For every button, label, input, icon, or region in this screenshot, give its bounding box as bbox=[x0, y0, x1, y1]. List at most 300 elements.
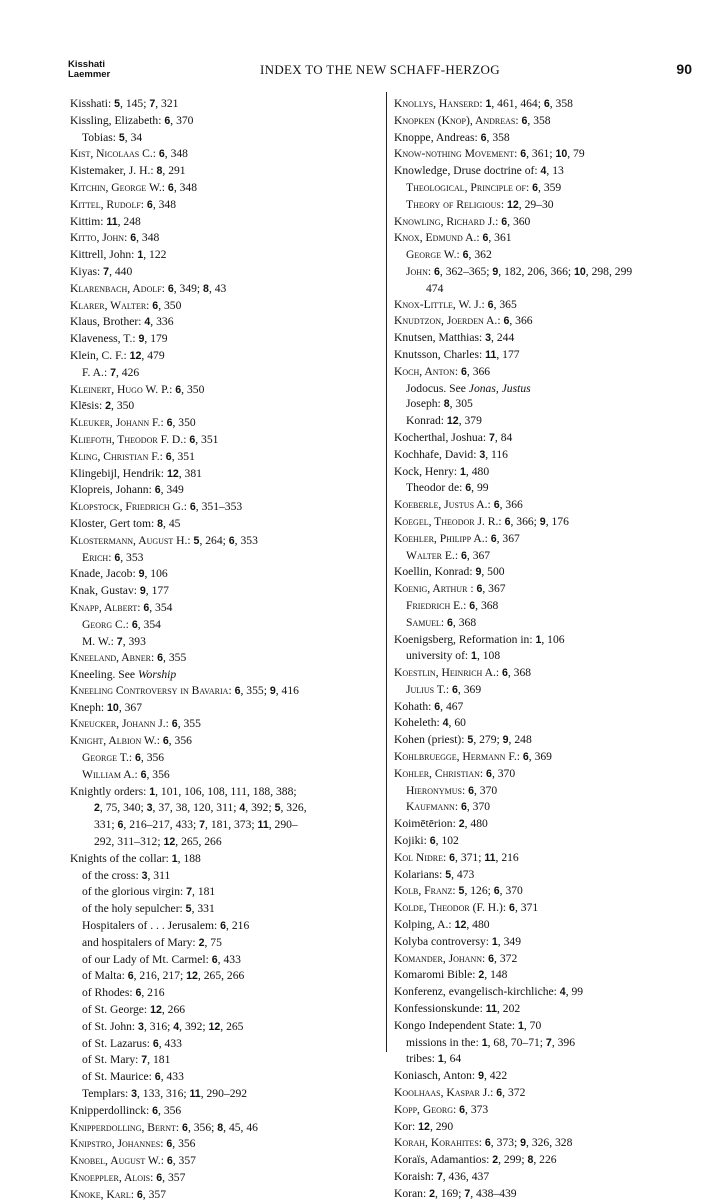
entry-text: : bbox=[454, 800, 461, 814]
entry-text: W. P.: bbox=[142, 382, 176, 396]
entry-text: , 467 bbox=[440, 699, 464, 713]
entry-text: , 433 bbox=[158, 1036, 182, 1050]
volume-number: 3 bbox=[479, 448, 486, 461]
volume-number: 2 bbox=[198, 936, 205, 949]
entry-text: J. R.: bbox=[474, 514, 505, 528]
entry-text: , 126; bbox=[464, 884, 494, 898]
volume-number: 1 bbox=[471, 650, 477, 663]
index-entry bbox=[394, 163, 700, 180]
entry-text: , 116 bbox=[485, 447, 508, 461]
entry-text: G.: bbox=[169, 500, 190, 514]
volume-number: 12 bbox=[208, 1020, 221, 1033]
article-heading: Kolb, Franz bbox=[394, 884, 453, 898]
entry-text: Klaus, Brother: bbox=[70, 315, 145, 329]
volume-number: 6 bbox=[429, 835, 436, 848]
entry-text: , 348 bbox=[152, 197, 177, 211]
entry-text: , 354 bbox=[137, 617, 161, 631]
volume-number: 9 bbox=[269, 684, 276, 697]
entry-text: , 369 bbox=[457, 682, 482, 696]
index-entry bbox=[70, 952, 380, 969]
entry-text: W.: bbox=[145, 1154, 167, 1168]
article-heading: Knobel, August bbox=[70, 1154, 146, 1168]
entry-text: , 355 bbox=[163, 651, 187, 665]
entry-text: , 108 bbox=[476, 649, 501, 663]
entry-text: : bbox=[461, 783, 469, 797]
index-entry bbox=[394, 197, 700, 214]
entry-text: of the glorious virgin: bbox=[82, 885, 187, 899]
entry-text: , 373; bbox=[490, 1136, 521, 1150]
entry-text: , 350 bbox=[181, 382, 205, 396]
volume-number: 9 bbox=[478, 1070, 484, 1083]
index-entry bbox=[70, 113, 380, 130]
volume-number: 6 bbox=[490, 532, 497, 545]
entry-text: of St. John: bbox=[82, 1019, 139, 1033]
index-entry bbox=[394, 967, 700, 984]
volume-number: 12 bbox=[186, 970, 198, 983]
volume-number: 12 bbox=[129, 349, 142, 362]
volume-number: 6 bbox=[154, 1071, 161, 1084]
index-entry bbox=[394, 749, 700, 766]
entry-text: Knade, Jacob: bbox=[70, 567, 139, 581]
index-entry bbox=[394, 951, 700, 968]
entry-text: , 368 bbox=[507, 666, 532, 680]
entry-text: J.: bbox=[479, 1086, 497, 1100]
volume-number: 1 bbox=[171, 852, 178, 865]
entry-text: , 438–439 bbox=[470, 1186, 517, 1200]
index-entry bbox=[70, 600, 380, 617]
entry-text: , 372 bbox=[502, 1086, 526, 1100]
volume-number: 6 bbox=[130, 232, 137, 245]
volume-number: 7 bbox=[186, 886, 193, 899]
entry-text: (F. H.): bbox=[469, 901, 510, 915]
index-entry bbox=[70, 365, 380, 382]
article-heading: Korah, Korahites bbox=[394, 1136, 479, 1150]
entry-text: Kittim: bbox=[70, 214, 107, 228]
volume-number: 6 bbox=[522, 751, 529, 764]
volume-number: 6 bbox=[493, 499, 500, 512]
entry-text: , 216 bbox=[226, 919, 250, 933]
article-heading: Walter bbox=[406, 548, 442, 562]
entry-text: , 361; bbox=[526, 147, 556, 161]
index-entry bbox=[70, 817, 380, 834]
entry-text: Hospitalers of . . . Jerusalem: bbox=[82, 919, 221, 933]
entry-text: : bbox=[140, 197, 147, 211]
entry-text: : bbox=[514, 147, 521, 161]
entry-text: Knipperdollinck: bbox=[70, 1103, 153, 1117]
index-entry bbox=[394, 1135, 700, 1152]
entry-text: Jonas, Justus bbox=[468, 381, 531, 395]
index-entry bbox=[394, 1152, 700, 1169]
entry-text: , 290– bbox=[268, 818, 298, 832]
index-entry bbox=[70, 415, 380, 432]
entry-text: , 356 bbox=[146, 767, 170, 781]
volume-number: 6 bbox=[158, 148, 165, 161]
volume-number: 6 bbox=[460, 549, 467, 562]
entry-text: , 336 bbox=[150, 315, 174, 329]
index-entry bbox=[394, 1169, 700, 1186]
entry-text: , 366 bbox=[509, 314, 533, 328]
index-entry bbox=[394, 883, 700, 900]
entry-text: , 350 bbox=[172, 416, 196, 430]
article-heading: Klarenbach, Adolf bbox=[70, 281, 162, 295]
entry-text: Kock, Henry: bbox=[394, 464, 461, 478]
entry-text: : bbox=[500, 197, 507, 211]
entry-text: , 350 bbox=[158, 298, 182, 312]
entry-text: , 290 bbox=[429, 1119, 454, 1133]
entry-text: , 461, 464; bbox=[491, 97, 544, 110]
entry-text: M. W.: bbox=[82, 634, 117, 648]
volume-number: 7 bbox=[110, 366, 116, 379]
index-entry bbox=[394, 297, 700, 314]
entry-text: F.: bbox=[148, 449, 166, 463]
volume-number: 7 bbox=[149, 98, 156, 110]
entry-text: , 181 bbox=[147, 1053, 171, 1067]
article-heading: George bbox=[406, 248, 442, 262]
entry-text: , 216 bbox=[495, 850, 519, 864]
volume-number: 12 bbox=[150, 1004, 162, 1017]
entry-text: : bbox=[151, 651, 158, 665]
index-entry bbox=[70, 733, 380, 750]
entry-text: , 290–292 bbox=[200, 1087, 248, 1101]
entry-text: , 433 bbox=[160, 1070, 184, 1084]
index-entry bbox=[394, 917, 700, 934]
volume-number: 9 bbox=[139, 585, 146, 598]
index-entry bbox=[70, 868, 380, 885]
volume-number: 9 bbox=[520, 1137, 527, 1150]
volume-number: 6 bbox=[135, 987, 142, 1000]
entry-text: , 354 bbox=[149, 600, 173, 614]
article-heading: Knudtzon, Joerden bbox=[394, 314, 484, 328]
entry-text: : bbox=[515, 113, 522, 127]
entry-text: , 372 bbox=[494, 951, 518, 965]
volume-number: 6 bbox=[136, 1188, 143, 1201]
entry-text: , 373 bbox=[465, 1102, 489, 1116]
index-entry bbox=[394, 799, 700, 816]
index-entry bbox=[70, 432, 380, 449]
article-heading: Knight, Albion bbox=[70, 734, 142, 748]
entry-text: , 43 bbox=[208, 281, 227, 295]
entry-text: Kittrell, John: bbox=[70, 248, 138, 262]
volume-number: 9 bbox=[539, 515, 546, 528]
index-entry bbox=[394, 347, 700, 364]
entry-text: 331; bbox=[94, 818, 118, 832]
volume-number: 5 bbox=[114, 98, 121, 110]
entry-text: , 367 bbox=[466, 548, 491, 562]
index-entry bbox=[394, 230, 700, 247]
index-entry bbox=[70, 985, 380, 1002]
index-entry bbox=[70, 1153, 380, 1170]
volume-number: 6 bbox=[166, 1138, 173, 1151]
entry-text: , 358 bbox=[527, 113, 551, 127]
entry-text: , 349; bbox=[173, 281, 204, 295]
entry-text: , 480 bbox=[466, 918, 490, 932]
entry-text: : bbox=[161, 281, 168, 295]
entry-text: , 392; bbox=[179, 1019, 209, 1033]
index-entry bbox=[394, 1018, 700, 1035]
entry-text: : bbox=[427, 264, 434, 278]
article-heading: Knowling, Richard bbox=[394, 214, 485, 228]
entry-text: Kolyba controversy: bbox=[394, 934, 492, 948]
volume-number: 3 bbox=[131, 1088, 137, 1101]
entry-text: Knowledge, Druse doctrine of: bbox=[394, 164, 541, 178]
entry-text: A.: bbox=[120, 767, 141, 781]
article-heading: Kneeling Controversy in Bavaria bbox=[70, 683, 229, 697]
volume-number: 12 bbox=[166, 467, 179, 480]
article-heading: Kitto, John bbox=[70, 231, 125, 245]
article-heading: William bbox=[82, 767, 121, 781]
entry-text: C.: bbox=[139, 147, 159, 161]
index-entry bbox=[394, 934, 700, 951]
index-entry bbox=[70, 180, 380, 197]
entry-text: , 102 bbox=[435, 834, 459, 848]
article-heading: Kling, Christian bbox=[70, 449, 149, 463]
volume-number: 12 bbox=[163, 836, 176, 849]
article-heading: Kaufmann bbox=[406, 800, 455, 814]
volume-number: 12 bbox=[418, 1120, 430, 1133]
volume-number: 3 bbox=[141, 869, 148, 882]
volume-number: 6 bbox=[543, 98, 550, 110]
volume-number: 6 bbox=[486, 767, 492, 780]
entry-text: , 326, 328 bbox=[526, 1136, 573, 1150]
index-entry bbox=[70, 482, 380, 499]
entry-text: , 480 bbox=[464, 817, 488, 831]
volume-number: 6 bbox=[484, 1137, 491, 1150]
entry-text: : bbox=[108, 550, 115, 564]
index-entry bbox=[70, 516, 380, 533]
article-heading: Koegel, Theodor bbox=[394, 514, 475, 528]
entry-text: , 500 bbox=[481, 565, 505, 579]
volume-number: 12 bbox=[506, 198, 519, 211]
index-entry bbox=[394, 264, 700, 281]
entry-text: C.: bbox=[112, 617, 132, 631]
entry-text: , 433 bbox=[217, 952, 241, 966]
volume-number: 4 bbox=[173, 1020, 180, 1033]
article-heading: Klarer, Walter bbox=[70, 298, 147, 312]
volume-number: 12 bbox=[446, 415, 459, 428]
volume-number: 4 bbox=[559, 986, 566, 999]
volume-number: 7 bbox=[199, 819, 206, 832]
entry-text: , 188 bbox=[177, 851, 201, 865]
volume-number: 10 bbox=[555, 148, 568, 161]
index-entry bbox=[70, 1187, 380, 1204]
entry-text: Joseph: bbox=[406, 397, 444, 411]
entry-text: Knutsen, Matthias: bbox=[394, 331, 486, 345]
volume-number: 6 bbox=[452, 683, 458, 696]
entry-text: , 279; bbox=[473, 733, 503, 747]
entry-text: , 311 bbox=[147, 868, 171, 882]
volume-number: 6 bbox=[152, 1104, 159, 1117]
entry-text: Koimētērion: bbox=[394, 817, 459, 831]
entry-text: , 34 bbox=[124, 130, 143, 144]
volume-number: 8 bbox=[217, 1121, 224, 1134]
entry-text: , 148 bbox=[484, 968, 508, 982]
article-heading: Knipstro, Johannes bbox=[70, 1137, 161, 1151]
entry-text: , 356 bbox=[140, 751, 165, 765]
entry-text: missions in the: bbox=[406, 1035, 482, 1049]
entry-text: , 216, 217; bbox=[133, 969, 187, 983]
volume-number: 6 bbox=[146, 198, 153, 211]
volume-number: 6 bbox=[532, 181, 539, 194]
entry-text: , 396 bbox=[551, 1035, 575, 1049]
index-entry bbox=[70, 968, 380, 985]
volume-number: 2 bbox=[94, 802, 100, 815]
volume-number: 6 bbox=[460, 801, 467, 814]
entry-text: , 291 bbox=[162, 164, 186, 178]
entry-text: Koraish: bbox=[394, 1170, 437, 1183]
volume-number: 6 bbox=[152, 299, 159, 312]
entry-text: , 299; bbox=[498, 1153, 528, 1167]
entry-text: , 368 bbox=[475, 598, 499, 612]
entry-text: Kolarians: bbox=[394, 867, 446, 881]
volume-number: 12 bbox=[454, 919, 467, 932]
index-entry bbox=[70, 918, 380, 935]
volume-number: 6 bbox=[189, 433, 196, 446]
index-entry bbox=[394, 665, 700, 682]
index-entry bbox=[70, 466, 380, 483]
entry-text: , 60 bbox=[448, 716, 466, 730]
volume-number: 7 bbox=[545, 1036, 552, 1049]
index-entry bbox=[70, 1036, 380, 1053]
entry-text: Koran: bbox=[394, 1186, 430, 1200]
volume-number: 6 bbox=[469, 599, 476, 612]
index-entry bbox=[394, 1119, 700, 1136]
entry-text: , 45 bbox=[163, 516, 181, 530]
article-heading: Kolde, Theodor bbox=[394, 901, 470, 915]
entry-text: Worship bbox=[137, 668, 177, 682]
guide-word-bottom: Laemmer bbox=[68, 69, 111, 80]
entry-text: , 436, 437 bbox=[442, 1170, 490, 1183]
index-entry bbox=[394, 715, 700, 732]
entry-text: , 370 bbox=[170, 113, 194, 127]
index-entry bbox=[394, 1035, 700, 1052]
entry-text: , 366 bbox=[499, 498, 523, 512]
volume-number: 6 bbox=[166, 1155, 173, 1168]
entry-text: , 426 bbox=[115, 365, 140, 379]
volume-number: 6 bbox=[143, 601, 150, 614]
entry-text: Koellin, Konrad: bbox=[394, 565, 476, 579]
index-entry bbox=[70, 533, 380, 550]
entry-text: 292, 311–312; bbox=[94, 835, 164, 849]
entry-text: : bbox=[526, 180, 533, 194]
index-entry bbox=[70, 550, 380, 567]
entry-text: Knights of the collar: bbox=[70, 851, 172, 865]
volume-number: 11 bbox=[257, 819, 269, 832]
entry-text: , 181 bbox=[192, 885, 216, 899]
volume-number: 8 bbox=[157, 517, 164, 530]
index-entry bbox=[70, 1103, 380, 1120]
entry-text: T.: bbox=[117, 751, 135, 765]
article-heading: George bbox=[82, 751, 118, 765]
entry-text: , 202 bbox=[496, 1002, 521, 1016]
entry-text: , 348 bbox=[173, 180, 197, 194]
entry-text: , 265, 266 bbox=[197, 969, 245, 983]
entry-text: F.: bbox=[505, 750, 523, 764]
entry-text: , 331 bbox=[191, 902, 215, 916]
volume-number: 1 bbox=[460, 465, 466, 478]
entry-text: , 356 bbox=[172, 1137, 196, 1151]
volume-number: 6 bbox=[434, 700, 441, 713]
entry-text: F.: bbox=[149, 416, 167, 430]
entry-text: : bbox=[479, 766, 487, 780]
index-entry bbox=[394, 1051, 700, 1068]
index-entry bbox=[394, 497, 700, 514]
article-heading: Klopstock, Friedrich bbox=[70, 500, 170, 514]
volume-number: 6 bbox=[220, 920, 227, 933]
entry-text: Kloster, Gert tom: bbox=[70, 516, 158, 530]
entry-text: , 473 bbox=[451, 867, 475, 881]
index-entry bbox=[394, 732, 700, 749]
entry-text: : bbox=[440, 615, 448, 629]
entry-text: of Malta: bbox=[82, 969, 128, 983]
entry-text: Kisshati: bbox=[70, 97, 115, 110]
entry-text: , 326, bbox=[280, 801, 307, 815]
entry-text: of St. Lazarus: bbox=[82, 1036, 153, 1050]
index-entry bbox=[70, 617, 380, 634]
article-heading: Georg bbox=[82, 617, 113, 631]
entry-text: , 145; bbox=[120, 97, 150, 110]
volume-number: 6 bbox=[447, 616, 453, 629]
entry-text: J.: bbox=[155, 717, 172, 731]
index-entry bbox=[394, 146, 700, 163]
entry-text: Kolping, A.: bbox=[394, 918, 455, 932]
volume-number: 6 bbox=[509, 902, 515, 915]
entry-text: university of: bbox=[406, 649, 472, 663]
volume-number: 1 bbox=[149, 785, 156, 798]
index-entry bbox=[394, 900, 700, 917]
volume-number: 6 bbox=[114, 551, 121, 564]
index-entry bbox=[394, 313, 700, 330]
entry-text: , 101, 106, 108, 111, 188, 388; bbox=[155, 784, 297, 798]
entry-text: , 348 bbox=[136, 231, 160, 245]
article-heading: Koestlin, Heinrich bbox=[394, 666, 483, 680]
entry-text: Kohen (priest): bbox=[394, 733, 468, 747]
volume-number: 3 bbox=[138, 1020, 144, 1033]
entry-text: Kochhafe, David: bbox=[394, 447, 480, 461]
index-entry bbox=[394, 1186, 700, 1203]
index-entry bbox=[70, 583, 380, 600]
entry-text: , 357 bbox=[172, 1154, 196, 1168]
entry-text: Klaveness, T.: bbox=[70, 332, 139, 346]
volume-number: 6 bbox=[234, 684, 241, 697]
article-heading: Samuel bbox=[406, 615, 441, 629]
index-entry bbox=[394, 381, 700, 397]
article-heading: Knopken (Knop), Andreas bbox=[394, 113, 516, 127]
entry-text: Kor: bbox=[394, 1119, 419, 1133]
article-heading: Kohler, Christian bbox=[394, 766, 480, 780]
volume-number: 6 bbox=[156, 1172, 163, 1184]
index-entry bbox=[394, 598, 700, 615]
volume-number: 6 bbox=[157, 652, 164, 665]
entry-text: of St. Maurice: bbox=[82, 1070, 155, 1084]
index-entry bbox=[70, 750, 380, 767]
volume-number: 10 bbox=[107, 701, 119, 714]
volume-number: 6 bbox=[501, 215, 508, 228]
volume-number: 6 bbox=[171, 718, 178, 731]
volume-number: 9 bbox=[475, 566, 482, 579]
article-heading: Kliefoth, Theodor bbox=[70, 432, 158, 446]
index-entry bbox=[394, 632, 700, 649]
volume-number: 6 bbox=[504, 515, 511, 528]
volume-number: 6 bbox=[520, 148, 527, 161]
volume-number: 6 bbox=[503, 315, 510, 328]
entry-text: , 316; bbox=[143, 1019, 174, 1033]
entry-text: : bbox=[454, 364, 461, 378]
entry-text: : bbox=[160, 1137, 167, 1151]
entry-text: , 480 bbox=[465, 464, 490, 478]
entry-text: Komaromi Bible: bbox=[394, 968, 479, 982]
article-heading: Julius bbox=[406, 682, 435, 696]
entry-text: , 348 bbox=[164, 147, 188, 161]
